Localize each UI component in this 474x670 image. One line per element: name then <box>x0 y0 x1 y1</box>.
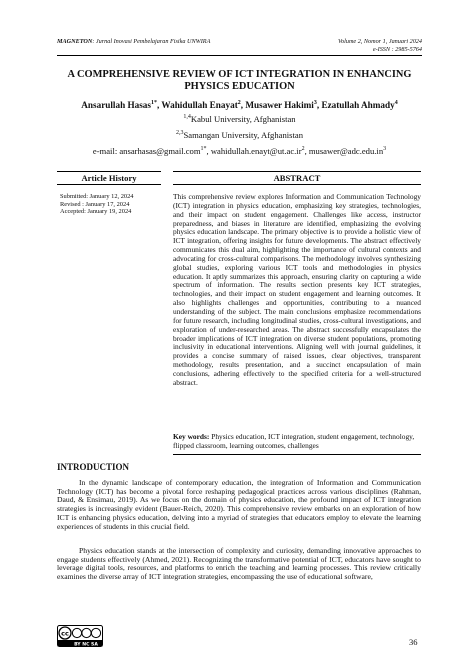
author-name: Ezatullah Ahmady <box>321 100 395 110</box>
keywords-label: Key words: <box>173 432 210 441</box>
email-2: , wahidullah.enayt@ut.ac.ir <box>206 146 302 156</box>
affiliation-sup: 1,4 <box>183 114 191 121</box>
submitted-date: Submitted: January 12, 2024 <box>60 193 134 200</box>
volume-label: Volume 2, Nomor 1, Januari 2024 <box>337 38 422 45</box>
article-history-heading: Article History <box>57 171 161 185</box>
accepted-date: Accepted: January 19, 2024 <box>60 208 132 216</box>
author-name: Ansarullah Hasas <box>81 100 151 110</box>
cc-label: cc <box>61 629 69 638</box>
nc-icon <box>82 628 91 637</box>
keywords-text: Physics education, ICT integration, student engagement, technology, flipped classroom, learning outcomes, challenges <box>173 432 415 450</box>
affiliation-1 <box>57 114 422 124</box>
author-name: Musawer Hakimi <box>245 100 314 110</box>
abstract-heading: ABSTRACT <box>173 171 421 185</box>
license-terms: BY NC SA <box>74 642 98 647</box>
article-history <box>60 193 134 216</box>
journal-name: : Jurnal Inovasi Pembelajaran Fisika UNWIRA <box>92 38 211 45</box>
author-list: Ansarullah Hasas$^{1*}$, Wahidullah Enayat$^2$, Musawer Hakimi$^3$, Ezatullah Ahmady$^4$ <box>81 99 398 110</box>
affiliation-sup: 2,3 <box>176 130 184 137</box>
abstract-text: This comprehensive review explores Information and Communication Technology (ICT) integration in physics education, emphasizing key strategies, technologies, and their impact on student engagement. Challenges like access, instructor preparedness, and biases in literature are identified, emphasizing the evolving physics education landscape. The primary objective is to provide a holistic view of ICT integration, offering insights for future developments. The abstract effectively communicates this dual aim, highlighting the importance of cultural contexts and advocating for cross-cultural comparisons. The methodology involves synthesizing global studies, exploring various ICT tools and methodologies in physics education. It aptly summarizes this approach, ensuring clarity on capturing a wide spectrum of information. The results section presents key ICT strategies, technologies, and their impact on student engagement and learning outcomes. It also highlights challenges and opportunities, contributing to a nuanced understanding of the subject. The main conclusions emphasize recommendations for future research, including longitudinal studies, cross-cultural investigations, and exploration of under-researched areas. The abstract successfully encapsulates the broader implications of ICT integration on diverse student populations, promoting inclusivity in educational interventions. Aligning well with journal guidelines, it provides a concise summary of raised issues, clear objectives, transparent methodology, results presentation, and a succinct encapsulation of main conclusions, adhering effectively to the specified criteria for a well-structured abstract. <box>173 192 421 387</box>
email-3: , musawer@adc.edu.in <box>304 146 384 156</box>
email-sup: 3 <box>383 146 387 153</box>
author-name: Wahidullah Enayat <box>161 100 238 110</box>
affiliation-2 <box>57 130 422 140</box>
body-paragraph: Physics education stands at the intersection of complexity and curiosity, demanding innovative approaches to engage students effectively (Ahmed, 2021). Recognizing the transformative potential of ICT, educators have sought to leverage digital tools, resources, and platforms to enrich the teaching and learning processes. This review critically examines the diverse array of ICT integration strategies, encompassing the use of educational software, <box>57 546 421 582</box>
journal-header <box>57 38 210 46</box>
author-sup: 4 <box>394 99 398 106</box>
email-line <box>57 146 422 156</box>
keywords-rule <box>173 454 421 455</box>
volume-info <box>338 38 422 53</box>
email-1: e-mail: ansarhasas@gmail.com <box>92 146 201 156</box>
cc-license-icon <box>57 625 103 647</box>
journal-label: MAGNETON <box>57 38 93 45</box>
issn-label: e-ISSN : 2985-5764 <box>372 45 422 53</box>
email-sup: 1* <box>200 146 207 153</box>
section-heading: INTRODUCTION <box>57 462 130 472</box>
body-paragraph: In the dynamic landscape of contemporary education, the integration of Information and Communication Technology (ICT) has become a pivotal force reshaping pedagogical practices across various disciplines (Rahman, Daud, & Ensimau, 2019). As we focus on the domain of physics education, the profound impact of ICT integration strategies is increasingly evident (Bauer-Reich, 2020). This comprehensive review embarks on an exploration of how ICT is enhancing physics education, delving into a myriad of strategies that educators employ to elevate the learning experiences of students in this crucial field. <box>57 478 421 531</box>
author-sup: 2 <box>237 99 241 106</box>
author-sup: 1* <box>150 99 157 106</box>
by-icon <box>72 628 81 637</box>
author-sup: 3 <box>313 99 317 106</box>
sa-icon <box>91 628 100 637</box>
header-rule <box>57 55 422 56</box>
page-number: 36 <box>409 637 418 647</box>
revised-date: Revised : January 17, 2024 <box>60 200 130 208</box>
paper-title: A COMPREHENSIVE REVIEW OF ICT INTEGRATION IN ENHANCING PHYSICS EDUCATION <box>67 69 412 92</box>
affiliation-text: Samangan University, Afghanistan <box>183 130 303 140</box>
keywords <box>173 433 421 451</box>
affiliation-text: Kabul University, Afghanistan <box>190 114 296 124</box>
email-sup: 2 <box>301 146 305 153</box>
